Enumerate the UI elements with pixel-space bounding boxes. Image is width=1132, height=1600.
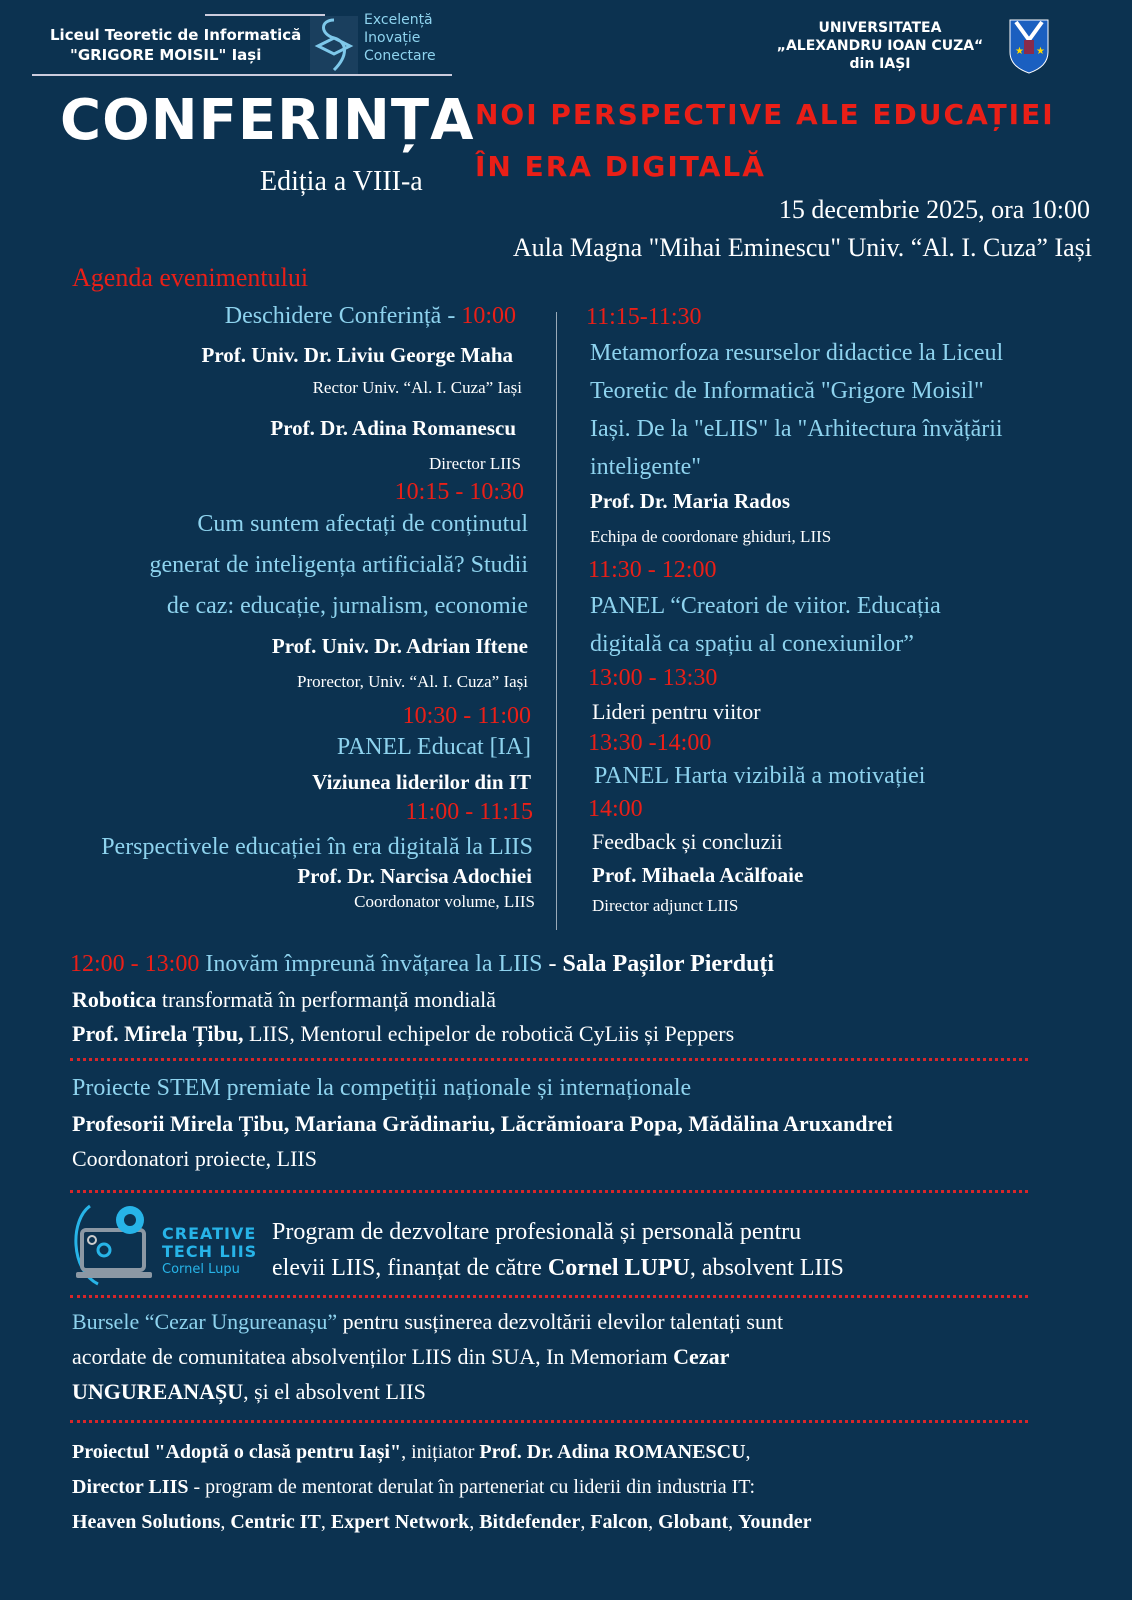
text-segment: Prof. Dr. Maria Rados: [590, 489, 791, 513]
text-segment: Iași. De la "eLIIS" la "Arhitectura învățării: [590, 416, 1003, 442]
text-segment: Viziunea liderilor din IT: [312, 770, 531, 794]
speaker-role: [590, 527, 831, 547]
text-segment: Teoretic de Informatică "Grigore Moisil": [590, 378, 984, 404]
text-segment: PANEL “Creatori de viitor. Educația: [590, 593, 941, 619]
adopt-class-line: [72, 1473, 755, 1501]
text-segment: Inovăm împreună învățarea la LIIS: [205, 951, 543, 977]
stem-projects-heading: [72, 1074, 691, 1102]
text-segment: Profesorii Mirela Țibu, Mariana Grădinariu, Lăcrămioara Popa, Mădălina Aruxandrei: [72, 1111, 893, 1136]
agenda-item-opening: [225, 302, 516, 330]
speaker-role: [313, 378, 522, 398]
text-segment: Prof. Dr. Narcisa Adochiei: [297, 864, 532, 888]
speaker-name: [592, 861, 803, 889]
session-title: [337, 733, 531, 761]
dotted-divider: [70, 1295, 1028, 1298]
text-segment: Rector Univ. “Al. I. Cuza” Iași: [312, 378, 522, 397]
text-segment: Falcon: [590, 1511, 649, 1533]
text-segment: Sala Pașilor Pierduți: [562, 951, 775, 977]
text-segment: Agenda evenimentului: [72, 263, 309, 292]
laptop-gears-icon: [70, 1200, 165, 1288]
agenda-time: [586, 303, 702, 331]
text-segment: Proiectul "Adoptă o clasă pentru Iași": [72, 1441, 402, 1463]
robotics-mentor-line: [72, 1020, 734, 1048]
speaker-name: [297, 862, 532, 890]
conference-title: CONFERINȚA: [60, 88, 475, 153]
session-title: [149, 551, 528, 579]
agenda-time: [588, 729, 711, 757]
text-segment: Coordonatori proiecte, LIIS: [72, 1146, 317, 1171]
text-segment: Director LIIS: [72, 1476, 189, 1498]
session-title: [197, 510, 528, 538]
text-segment: digitală ca spațiu al conexiunilor”: [590, 631, 914, 657]
partners-line: [72, 1508, 811, 1536]
text-segment: Cornel LUPU: [547, 1255, 690, 1281]
speaker-role: [429, 454, 521, 474]
session-title: [101, 833, 533, 861]
text-segment: ,: [648, 1511, 659, 1533]
text-segment: , și el absolvent LIIS: [243, 1379, 426, 1404]
event-date: 15 decembrie 2025, ora 10:00: [778, 195, 1090, 224]
text-segment: acordate de comunitatea absolvenților LIIS din SUA, In Memoriam: [72, 1344, 674, 1369]
text-segment: 11:15-11:30: [586, 304, 702, 330]
edition: Ediția a VIII-a: [260, 166, 423, 197]
dotted-divider: [70, 1058, 1028, 1061]
text-segment: inteligente": [590, 454, 702, 480]
text-segment: Director LIIS: [428, 454, 521, 473]
text-segment: Expert Network: [330, 1511, 470, 1533]
text-segment: Lideri pentru viitor: [592, 699, 761, 724]
text-segment: Bursele “Cezar Ungureanașu”: [72, 1309, 338, 1334]
text-segment: Prof. Dr. Adina Romanescu: [270, 416, 516, 440]
school-logo: Liceul Teoretic de Informatică "GRIGORE MOISIL" Iași Excelență Inovație Conectare: [30, 12, 460, 82]
svg-text:★: ★: [1015, 46, 1024, 57]
session-title: [590, 592, 941, 620]
text-segment: LIIS, Mentorul echipelor de robotică CyLiis și Peppers: [243, 1021, 735, 1046]
text-segment: Centric IT: [230, 1511, 321, 1533]
agenda-time: [405, 798, 533, 826]
dotted-divider: [70, 1420, 1028, 1423]
text-segment: Prof. Univ. Dr. Liviu George Maha: [201, 343, 513, 367]
speaker-name: [590, 487, 790, 515]
text-segment: , inițiator: [401, 1441, 480, 1463]
text-segment: generat de inteligența artificială? Studii: [149, 552, 528, 578]
text-segment: Prorector, Univ. “Al. I. Cuza” Iași: [297, 672, 528, 691]
text-segment: Bitdefender: [479, 1511, 581, 1533]
session-title: [590, 630, 914, 658]
school-emblem-icon: [310, 16, 358, 74]
text-segment: Prof. Mirela Țibu,: [72, 1021, 244, 1046]
text-segment: Heaven Solutions: [72, 1511, 221, 1533]
agenda-time: [588, 795, 643, 823]
agenda-time: [403, 702, 531, 730]
text-segment: UNGUREANAȘU: [72, 1379, 244, 1404]
text-segment: ,: [469, 1511, 480, 1533]
stem-teachers-line: [72, 1110, 893, 1138]
text-segment: ,: [728, 1511, 739, 1533]
text-segment: 14:00: [588, 796, 643, 822]
speaker-name: [312, 768, 531, 796]
text-segment: ,: [320, 1511, 331, 1533]
text-segment: Metamorfoza resurselor didactice la Liceul: [590, 340, 1004, 366]
stem-role-line: [72, 1145, 317, 1173]
text-segment: pentru susținerea dezvoltării elevilor talentați sunt: [337, 1309, 784, 1334]
dotted-divider: [70, 1190, 1028, 1193]
session-title: [592, 828, 783, 856]
speaker-name: [272, 632, 528, 660]
session-title: [594, 762, 925, 790]
theme-line-2: ÎN ERA DIGITALĂ: [475, 150, 766, 183]
text-segment: PANEL Harta vizibilă a motivației: [594, 763, 926, 789]
session-title: [590, 415, 1003, 443]
text-segment: 13:00 - 13:30: [588, 665, 718, 691]
university-coat-of-arms-icon: [1008, 18, 1050, 74]
text-segment: Deschidere Conferință -: [224, 303, 462, 329]
scholarship-line: [72, 1378, 426, 1406]
text-segment: 10:30 - 11:00: [402, 703, 531, 729]
text-segment: 11:00 - 11:15: [405, 799, 533, 825]
speaker-role: [354, 892, 535, 912]
text-segment: , absolvent LIIS: [689, 1255, 844, 1281]
text-segment: elevii LIIS, finanțat de către: [272, 1255, 548, 1281]
agenda-title: [72, 264, 308, 292]
text-segment: 13:30 -14:00: [588, 730, 712, 756]
creative-tech-description: [272, 1254, 844, 1282]
adopt-class-line: [72, 1438, 751, 1466]
svg-text:★: ★: [1036, 46, 1045, 57]
session-title: [590, 339, 1003, 367]
text-segment: 10:15 - 10:30: [394, 479, 524, 505]
session-title: [167, 592, 528, 620]
speaker-role: [592, 896, 738, 916]
session-title: [592, 698, 761, 726]
text-segment: Robotica: [72, 987, 157, 1012]
innovation-session-heading: [70, 950, 774, 978]
session-title: [590, 377, 984, 405]
event-venue: Aula Magna "Mihai Eminescu" Univ. “Al. I. Cuza” Iași: [512, 233, 1092, 262]
text-segment: - program de mentorat derulat în parteneriat cu liderii din industria IT:: [188, 1476, 756, 1498]
text-segment: Prof. Univ. Dr. Adrian Iftene: [271, 634, 528, 658]
text-segment: Prof. Mihaela Acălfoaie: [592, 863, 804, 887]
scholarship-line: [72, 1343, 729, 1371]
text-segment: Perspectivele educației în era digitală la LIIS: [101, 834, 533, 860]
text-segment: Program de dezvoltare profesională și personală pentru: [272, 1219, 802, 1245]
text-segment: ,: [580, 1511, 591, 1533]
text-segment: 12:00 - 13:00: [70, 951, 206, 977]
text-segment: Cum suntem afectați de conținutul: [197, 511, 528, 537]
creative-tech-description: [272, 1218, 801, 1246]
agenda-time: [588, 664, 717, 692]
speaker-role: [297, 672, 528, 692]
agenda-time: [588, 556, 716, 584]
text-segment: Echipa de coordonare ghiduri, LIIS: [590, 527, 832, 546]
text-segment: Globant: [658, 1511, 729, 1533]
text-segment: Proiecte STEM premiate la competiții naționale și internaționale: [72, 1075, 692, 1101]
session-title: [590, 453, 701, 481]
text-segment: Director adjunct LIIS: [592, 896, 739, 915]
text-segment: -: [542, 951, 563, 977]
speaker-name: [202, 341, 514, 369]
text-segment: Younder: [738, 1511, 812, 1533]
text-segment: ,: [745, 1441, 751, 1463]
text-segment: Cezar: [673, 1344, 730, 1369]
text-segment: Coordonator volume, LIIS: [354, 892, 535, 911]
text-segment: transformată în performanță mondială: [156, 987, 496, 1012]
text-segment: PANEL Educat [IA]: [336, 734, 531, 760]
robotics-line: [72, 986, 496, 1014]
text-segment: ,: [220, 1511, 231, 1533]
text-segment: 10:00: [461, 303, 516, 329]
text-segment: Feedback și concluzii: [592, 829, 783, 854]
theme-line-1: NOI PERSPECTIVE ALE EDUCAȚIEI: [475, 98, 1055, 131]
scholarship-line: [72, 1308, 783, 1336]
text-segment: de caz: educație, jurnalism, economie: [166, 593, 528, 619]
column-divider: [556, 312, 557, 930]
university-logo: UNIVERSITATEA „ALEXANDRU IOAN CUZA“ din IAȘI ★ ★: [760, 18, 1060, 78]
text-segment: 11:30 - 12:00: [588, 557, 717, 583]
creative-tech-logo: CREATIVE TECH LIIS Cornel Lupu: [70, 1200, 260, 1290]
speaker-name: [270, 414, 516, 442]
text-segment: Prof. Dr. Adina ROMANESCU: [479, 1441, 746, 1463]
agenda-time: [395, 478, 524, 506]
